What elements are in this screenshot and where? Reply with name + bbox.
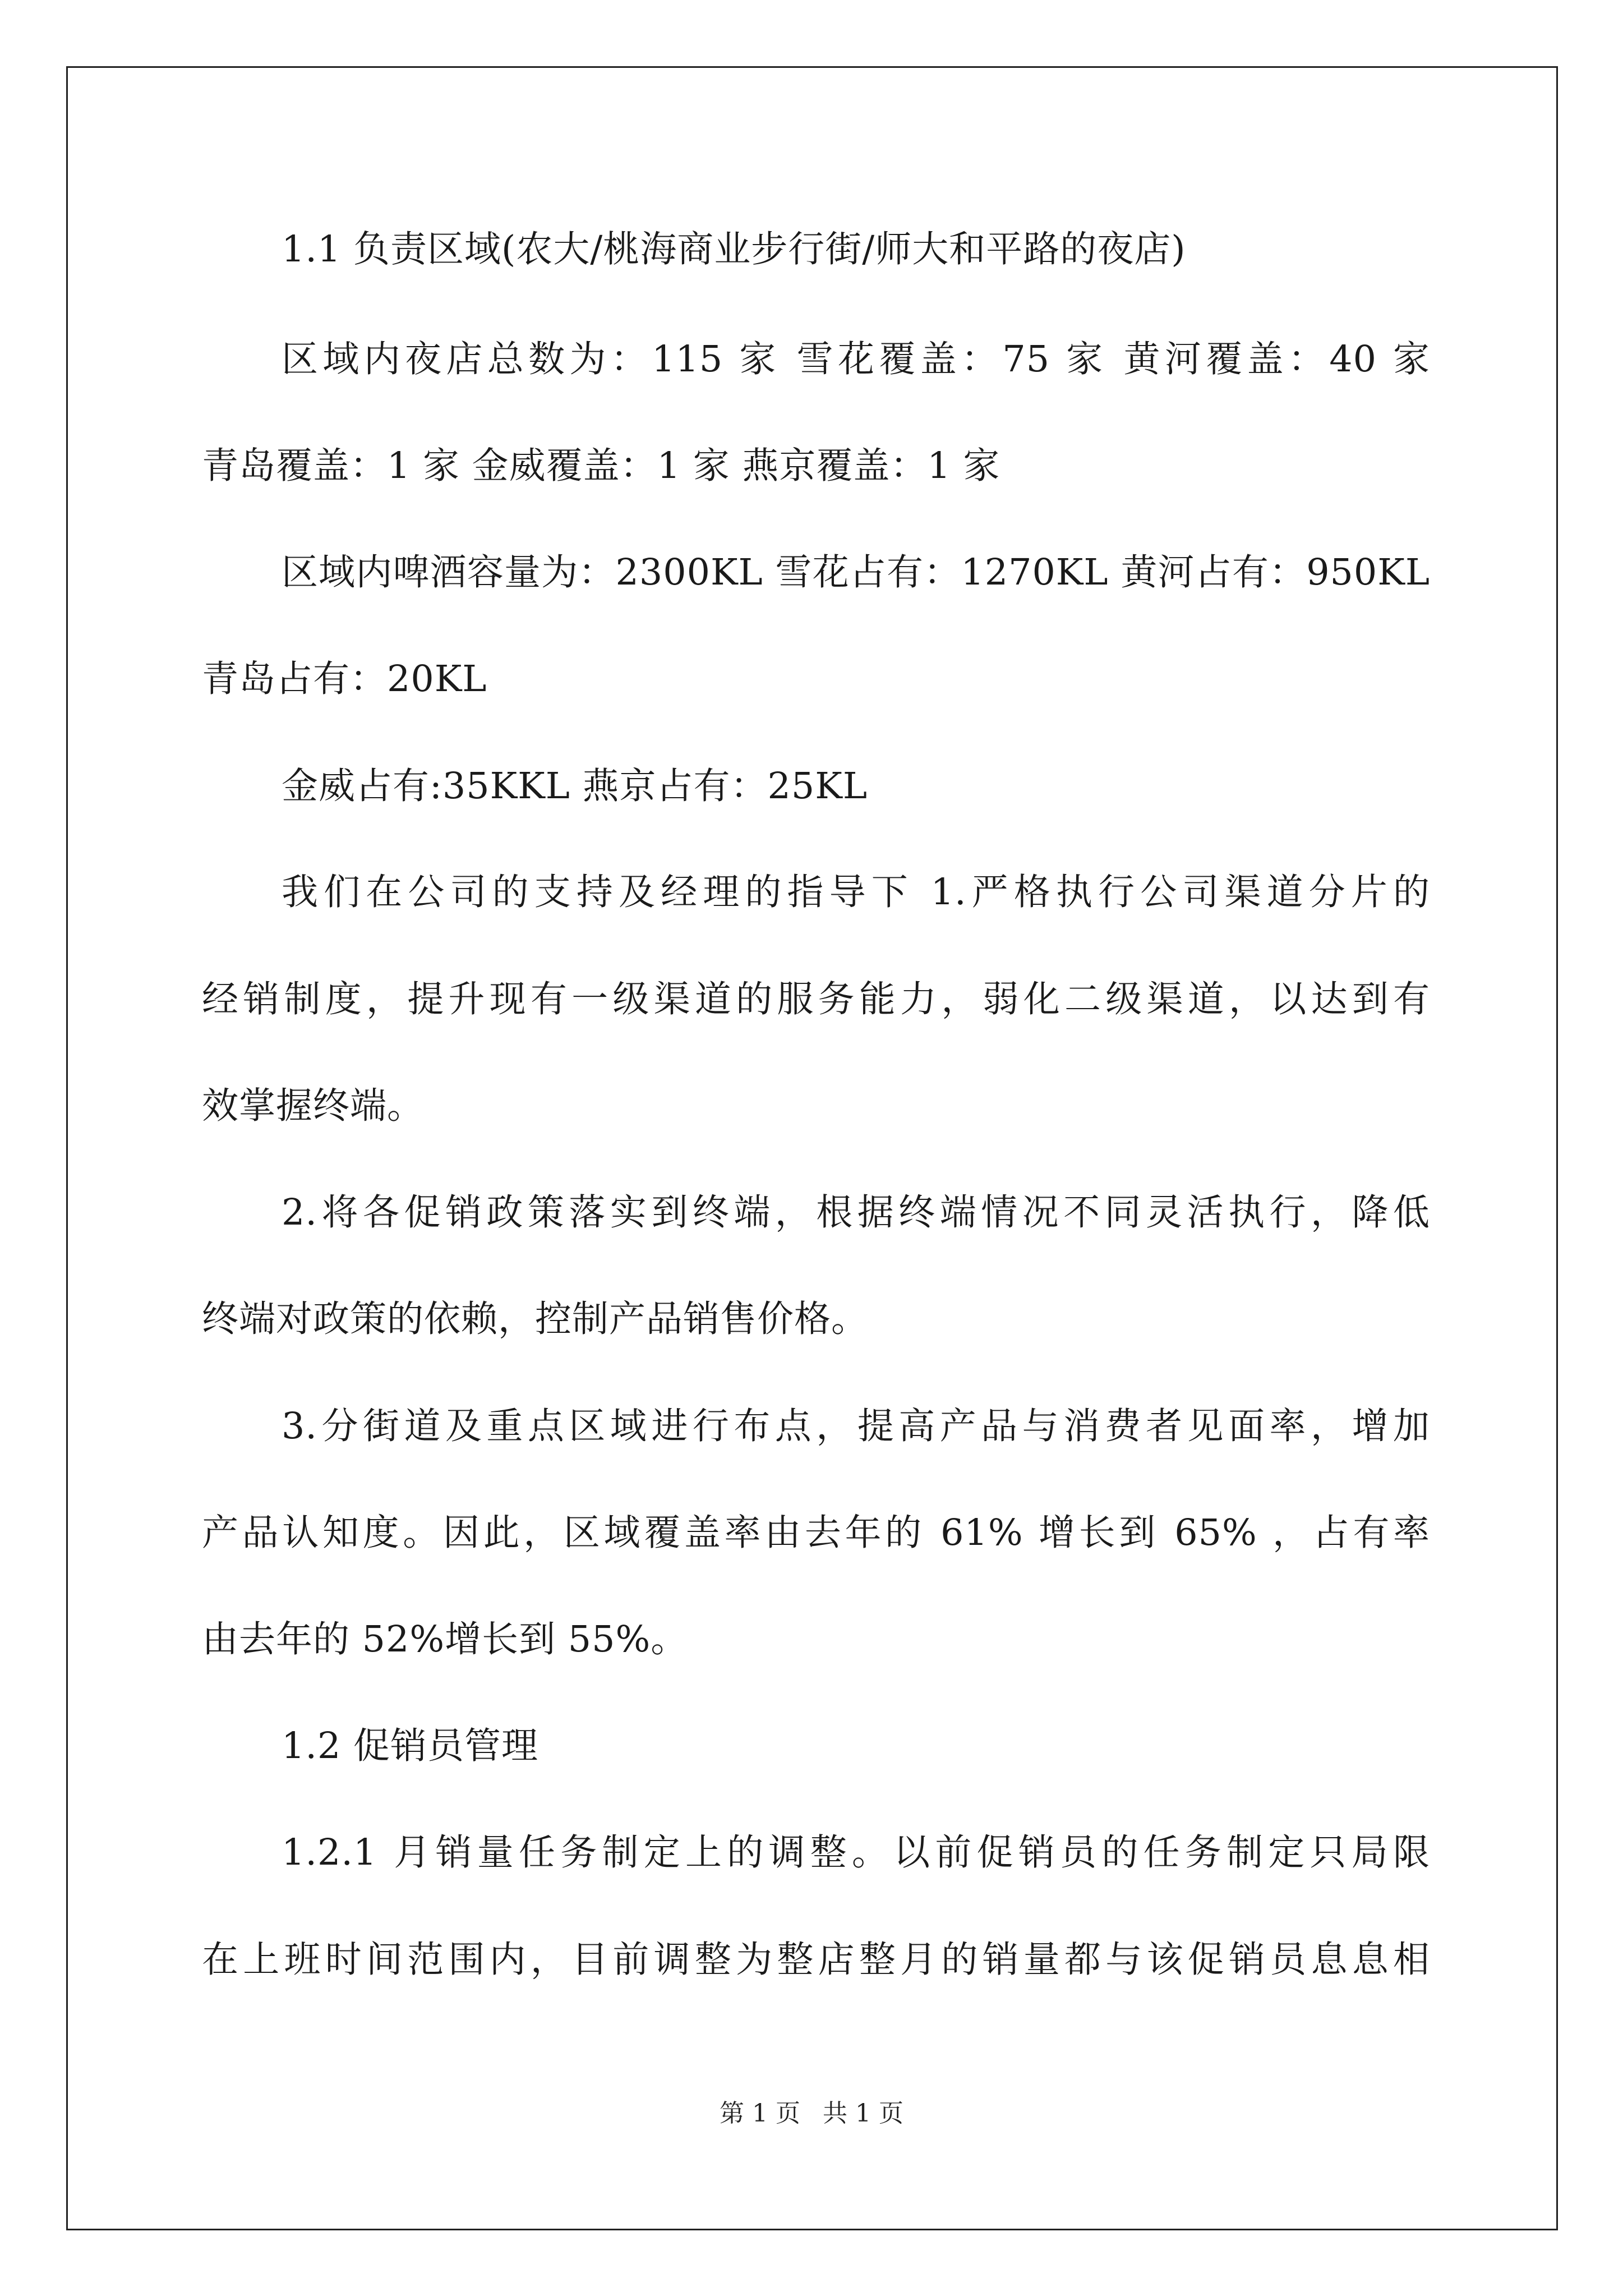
paragraph-line: 产品认知度。因此，区域覆盖率由去年的 61% 增长到 65% ，占有率	[202, 1512, 1430, 1554]
paragraph-line: 经销制度，提升现有一级渠道的服务能力，弱化二级渠道，以达到有	[202, 978, 1430, 1020]
paragraph-line: 在上班时间范围内，目前调整为整店整月的销量都与该促销员息息相	[202, 1939, 1430, 1981]
paragraph-line: 金威占有:35KKL 燕京占有：25KL	[282, 765, 868, 807]
paragraph-line: 区域内啤酒容量为：2300KL 雪花占有：1270KL 黄河占有：950KL	[282, 551, 1430, 593]
paragraph-line: 由去年的 52%增长到 55%。	[202, 1618, 688, 1660]
page-footer	[0, 2097, 1623, 2131]
paragraph-line: 区域内夜店总数为：115 家 雪花覆盖：75 家 黄河覆盖：40 家	[282, 338, 1430, 380]
paragraph-line: 我们在公司的支持及经理的指导下 1.严格执行公司渠道分片的	[282, 871, 1430, 913]
section-heading-1-2: 1.2 促销员管理	[282, 1725, 539, 1767]
page-number-current: 第 1 页	[720, 2099, 800, 2128]
paragraph-line: 青岛占有：20KL	[202, 658, 487, 700]
paragraph-line: 青岛覆盖：1 家 金威覆盖：1 家 燕京覆盖：1 家	[202, 445, 1000, 487]
paragraph-line: 1.2.1 月销量任务制定上的调整。以前促销员的任务制定只局限	[282, 1832, 1430, 1874]
page-number-total: 共 1 页	[823, 2099, 903, 2128]
paragraph-line: 2.将各促销政策落实到终端，根据终端情况不同灵活执行，降低	[282, 1191, 1430, 1234]
section-heading-1-1: 1.1 负责区域(农大/桃海商业步行街/师大和平路的夜店)	[282, 228, 1186, 270]
paragraph-line: 效掌握终端。	[202, 1085, 425, 1127]
paragraph-line: 终端对政策的依赖，控制产品销售价格。	[202, 1298, 869, 1340]
page-border	[66, 66, 1558, 2230]
paragraph-line: 3.分街道及重点区域进行布点，提高产品与消费者见面率，增加	[282, 1405, 1430, 1447]
